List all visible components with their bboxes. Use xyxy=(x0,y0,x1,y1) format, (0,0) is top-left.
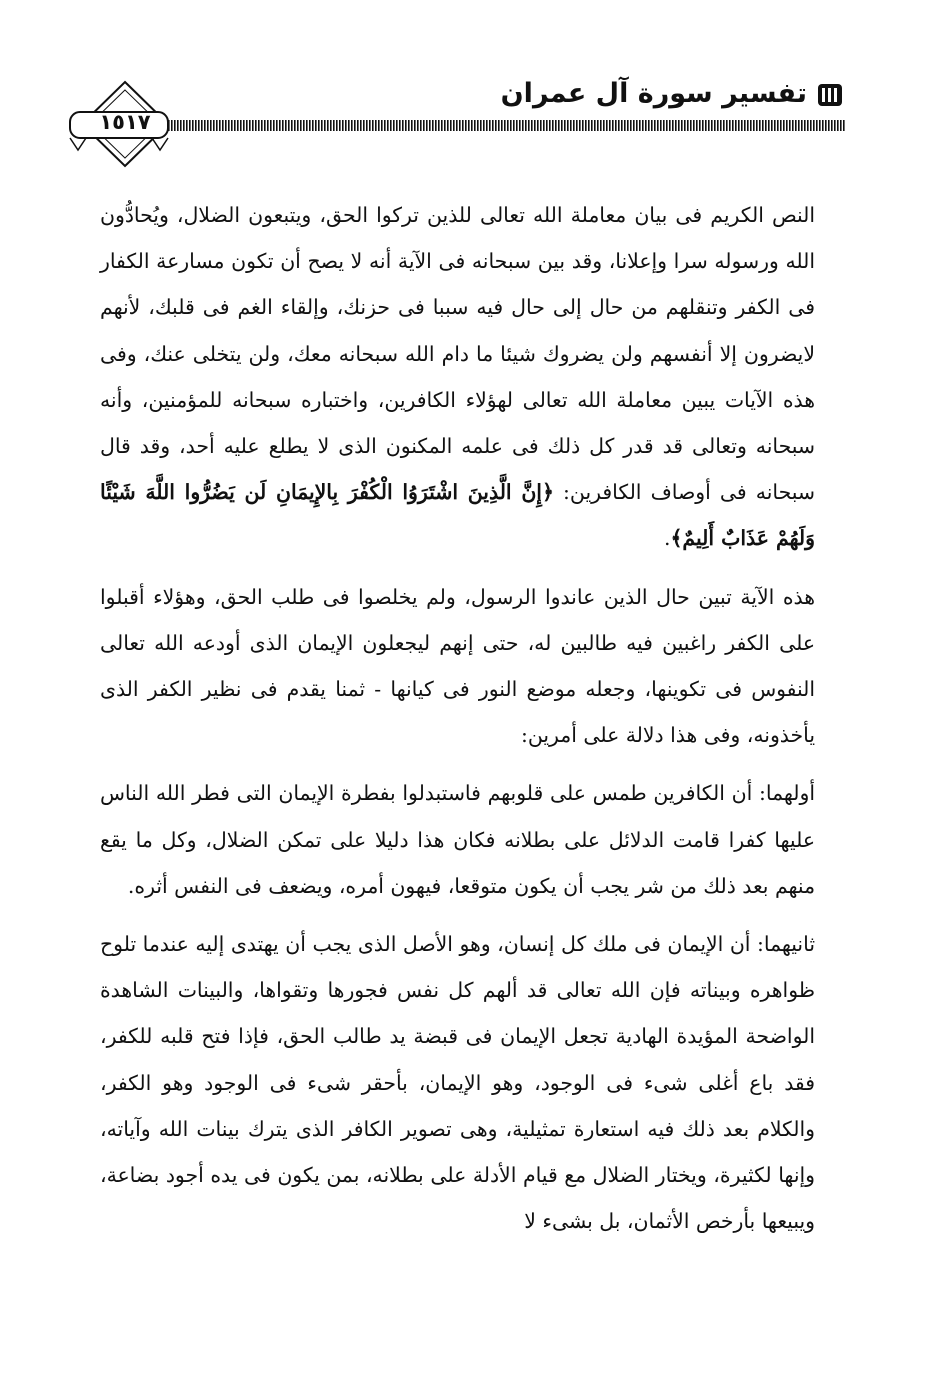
paragraph-3: أولهما: أن الكافرين طمس على قلوبهم فاستبدلوا بفطرة الإيمان التى فطر الله الناس عليها كفرا قامت الدلائل على بطلانه فكان هذا دليلا على تمكن الضلال، وكل ما يقع منهم بعد ذلك من شر يجب أن يكون متوقعا، فيهون أمره، ويضعف فى النفس أثره. xyxy=(100,781,815,898)
running-title: تفسير سورة آل عمران xyxy=(500,78,807,109)
quran-verse: ﴿إِنَّ الَّذِينَ اشْتَرَوُا الْكُفْرَ بِالإِيمَانِ لَن يَضُرُّوا اللَّهَ شَيْئًا وَلَهُمْ عَذَابٌ أَلِيمٌ﴾ xyxy=(100,480,815,551)
page-body xyxy=(100,192,815,1256)
title-ornament-icon xyxy=(818,84,842,106)
paragraph-1-end: . xyxy=(664,526,671,551)
paragraph-2: هذه الآية تبين حال الذين عاندوا الرسول، ولم يخلصوا فى طلب الحق، وهؤلاء أقبلوا على الكفر راغبين فيه طالبين له، حتى إنهم ليجعلون الإيمان الذى أودعه الله تعالى النفوس فى تكوينها، وجعله موضع النور فى كيانها - ثمنا يقدم فى نظير الكفر الذى يأخذونه، وفى هذا دلالة على أمرين: xyxy=(100,584,815,748)
paragraph-4: ثانيهما: أن الإيمان فى ملك كل إنسان، وهو الأصل الذى يجب أن يهتدى إليه عندما تلوح ظواهره وبيناته فإن الله تعالى قد ألهم كل نفس فجورها وتقواها، والبينات الشاهدة الواضحة المؤيدة الهادية تجعل الإيمان فى قبضة يد طالب الحق، فإذا فتح قلبه للكفر، فقد باع أغلى شىء فى الوجود، وهو الإيمان، بأحقر شىء فى الوجود وهو الكفر، والكلام بعد ذلك فيه استعارة تمثيلية، وهى تصوير الكافر الذى يترك بينات الله وآياته، وإنها لكثيرة، ويختار الضلال مع قيام الأدلة على بطلانه، بمن يكون فى يده أجود بضاعة، ويبيعها بأرخص الأثمان، بل بشىء لا xyxy=(100,932,815,1234)
header-rule xyxy=(158,120,846,131)
paragraph-1 xyxy=(100,192,815,562)
page-number: ١٥١٧ xyxy=(99,110,151,134)
paragraph-1-text: النص الكريم فى بيان معاملة الله تعالى للذين تركوا الحق، ويتبعون الضلال، ويُحادُّون الله ورسوله سرا وإعلانا، وقد بين سبحانه فى الآية أنه لا يصح أن تكون مسارعة الكفار فى الكفر وتنقلهم من حال إلى حال فيه سببا فى حزنك، وإلقاء الغم فى قلبك، لأنهم لايضرون إلا أنفسهم ولن يضروك شيئا ما دام الله سبحانه معك، ولن يتخلى عنك، وفى هذه الآيات يبين معاملة الله تعالى لهؤلاء الكافرين، واختباره سبحانه للمؤمنين، وأنه سبحانه وتعالى قد قدر كل ذلك فى علمه المكنون الذى لا يطلع عليه أحد، وقد قال سبحانه فى أوصاف الكافرين: xyxy=(100,203,815,505)
page-header xyxy=(0,0,925,175)
